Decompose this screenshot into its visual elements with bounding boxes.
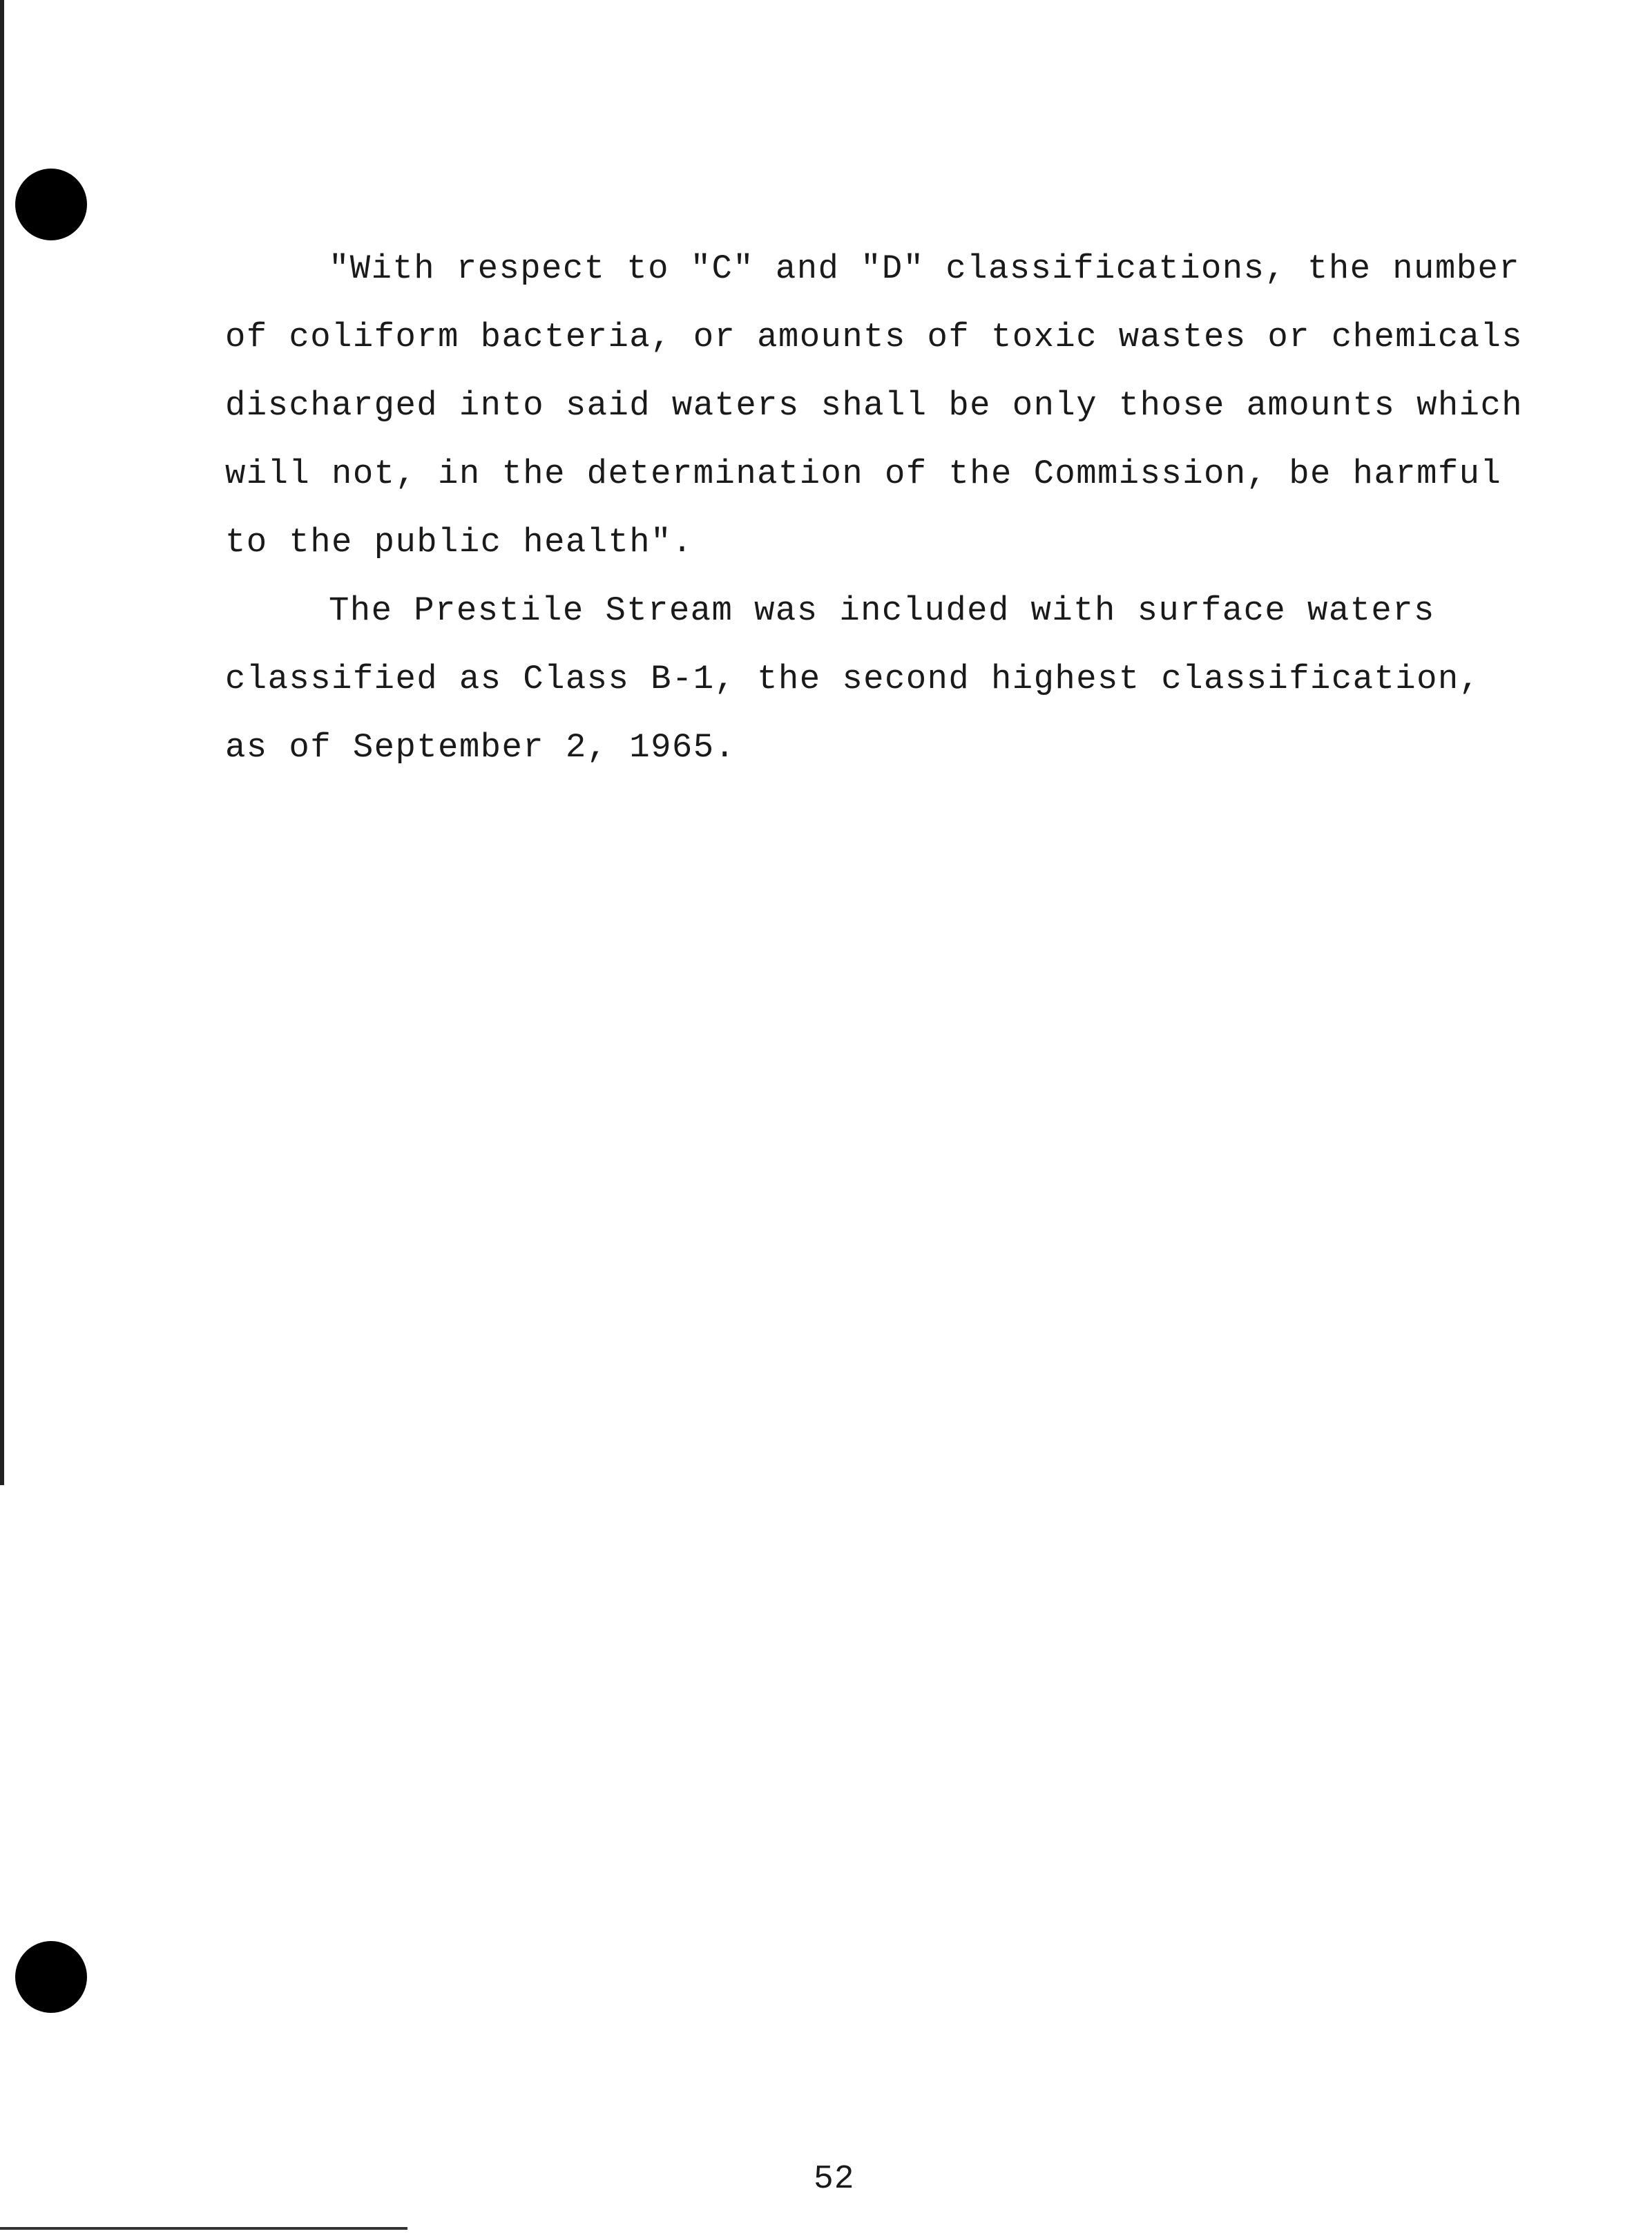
text-line: discharged into said waters shall be only those amounts which (225, 386, 1524, 425)
paragraph-quote (225, 235, 1524, 577)
scan-left-edge (0, 0, 4, 1485)
punch-hole-top (15, 169, 87, 240)
text-line: as of September 2, 1965. (225, 728, 736, 767)
text-line: to the public health". (225, 523, 693, 562)
paragraph-classification (225, 577, 1510, 782)
text-line: of coliform bacteria, or amounts of toxic wastes or chemicals (225, 318, 1524, 356)
punch-hole-bottom (15, 1941, 87, 2013)
text-line: "With respect to "C" and "D" classifications, the number (329, 249, 1521, 288)
scan-bottom-edge (0, 2227, 407, 2230)
text-line: will not, in the determination of the Commission, be harmful (225, 455, 1502, 493)
text-line: classified as Class B-1, the second highest classification, (225, 660, 1481, 698)
text-line: The Prestile Stream was included with surface waters (329, 591, 1435, 630)
body-text (225, 235, 1524, 782)
page-number: 52 (814, 2161, 855, 2198)
